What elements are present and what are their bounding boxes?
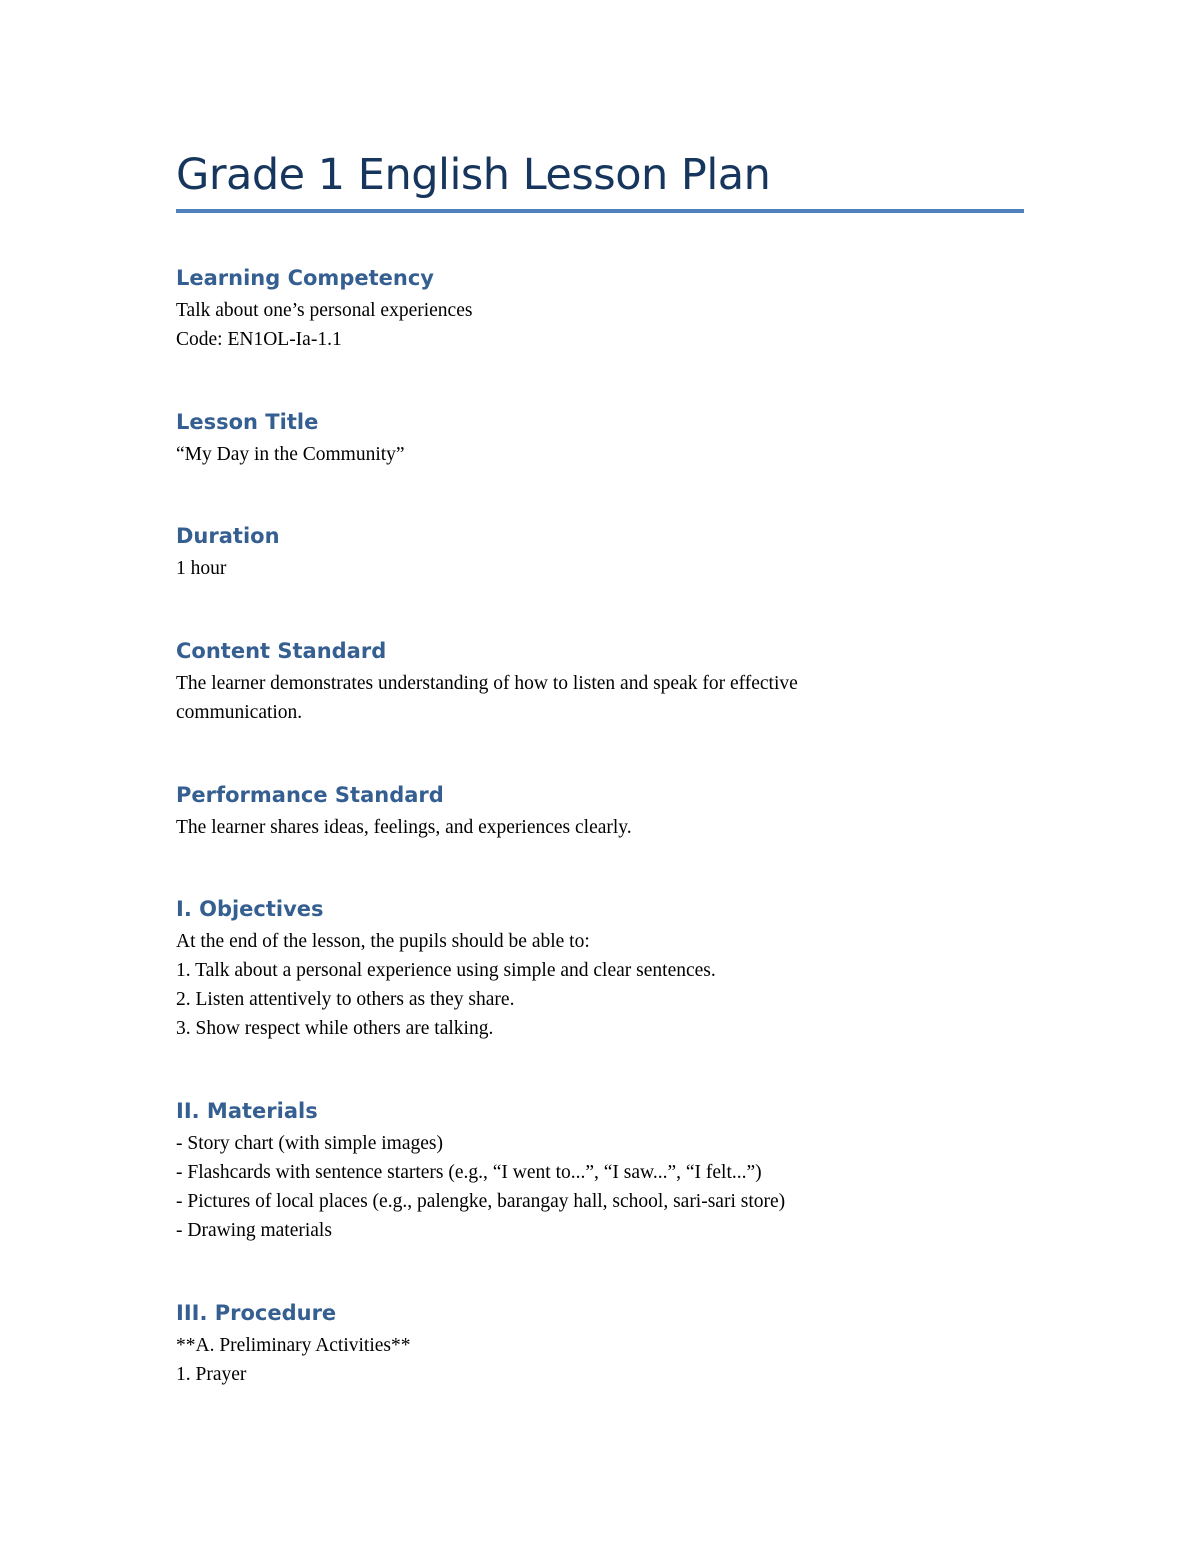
procedure-subheading: **A. Preliminary Activities** (176, 1335, 411, 1356)
objective-item: 2. Listen attentively to others as they share. (176, 989, 515, 1010)
body-text-line: The learner demonstrates understanding of how to listen and speak for effective (176, 673, 798, 694)
section-performance-standard (176, 780, 1024, 842)
section-heading: Learning Competency (176, 266, 434, 290)
section-body (176, 1129, 1024, 1245)
body-text-line: Talk about one’s personal experiences (176, 300, 473, 321)
material-item: - Story chart (with simple images) (176, 1133, 443, 1154)
competency-code: Code: EN1OL-Ia-1.1 (176, 329, 342, 350)
procedure-item: 1. Prayer (176, 1364, 247, 1385)
objective-item: 1. Talk about a personal experience using simple and clear sentences. (176, 960, 716, 981)
section-heading: Performance Standard (176, 783, 444, 807)
material-item: - Drawing materials (176, 1220, 332, 1241)
section-body (176, 813, 1024, 842)
section-learning-competency (176, 263, 1024, 354)
material-item: - Pictures of local places (e.g., palengke, barangay hall, school, sari-sari store) (176, 1191, 786, 1212)
objective-item: 3. Show respect while others are talking. (176, 1018, 494, 1039)
duration-text: 1 hour (176, 558, 227, 579)
section-lesson-title (176, 407, 1024, 469)
material-item: - Flashcards with sentence starters (e.g., “I went to...”, “I saw...”, “I felt...”) (176, 1162, 762, 1183)
section-heading: I. Objectives (176, 897, 324, 921)
body-text-line: The learner shares ideas, feelings, and experiences clearly. (176, 817, 632, 838)
body-text-line: communication. (176, 702, 303, 723)
lesson-title-text: “My Day in the Community” (176, 444, 405, 465)
section-heading: II. Materials (176, 1099, 318, 1123)
section-heading: Duration (176, 524, 280, 548)
section-body (176, 669, 1024, 727)
section-body (176, 440, 1024, 469)
section-heading: III. Procedure (176, 1301, 337, 1325)
section-procedure (176, 1298, 1024, 1389)
section-objectives (176, 894, 1024, 1043)
section-content-standard (176, 636, 1024, 727)
section-materials (176, 1096, 1024, 1245)
section-heading: Lesson Title (176, 410, 319, 434)
document-title: Grade 1 English Lesson Plan (176, 150, 771, 200)
section-heading: Content Standard (176, 639, 387, 663)
objectives-intro: At the end of the lesson, the pupils should be able to: (176, 931, 590, 952)
section-body (176, 296, 1024, 354)
section-body (176, 554, 1024, 583)
title-underline (176, 209, 1024, 213)
section-duration (176, 521, 1024, 583)
section-body (176, 1331, 1024, 1389)
section-body (176, 927, 1024, 1043)
